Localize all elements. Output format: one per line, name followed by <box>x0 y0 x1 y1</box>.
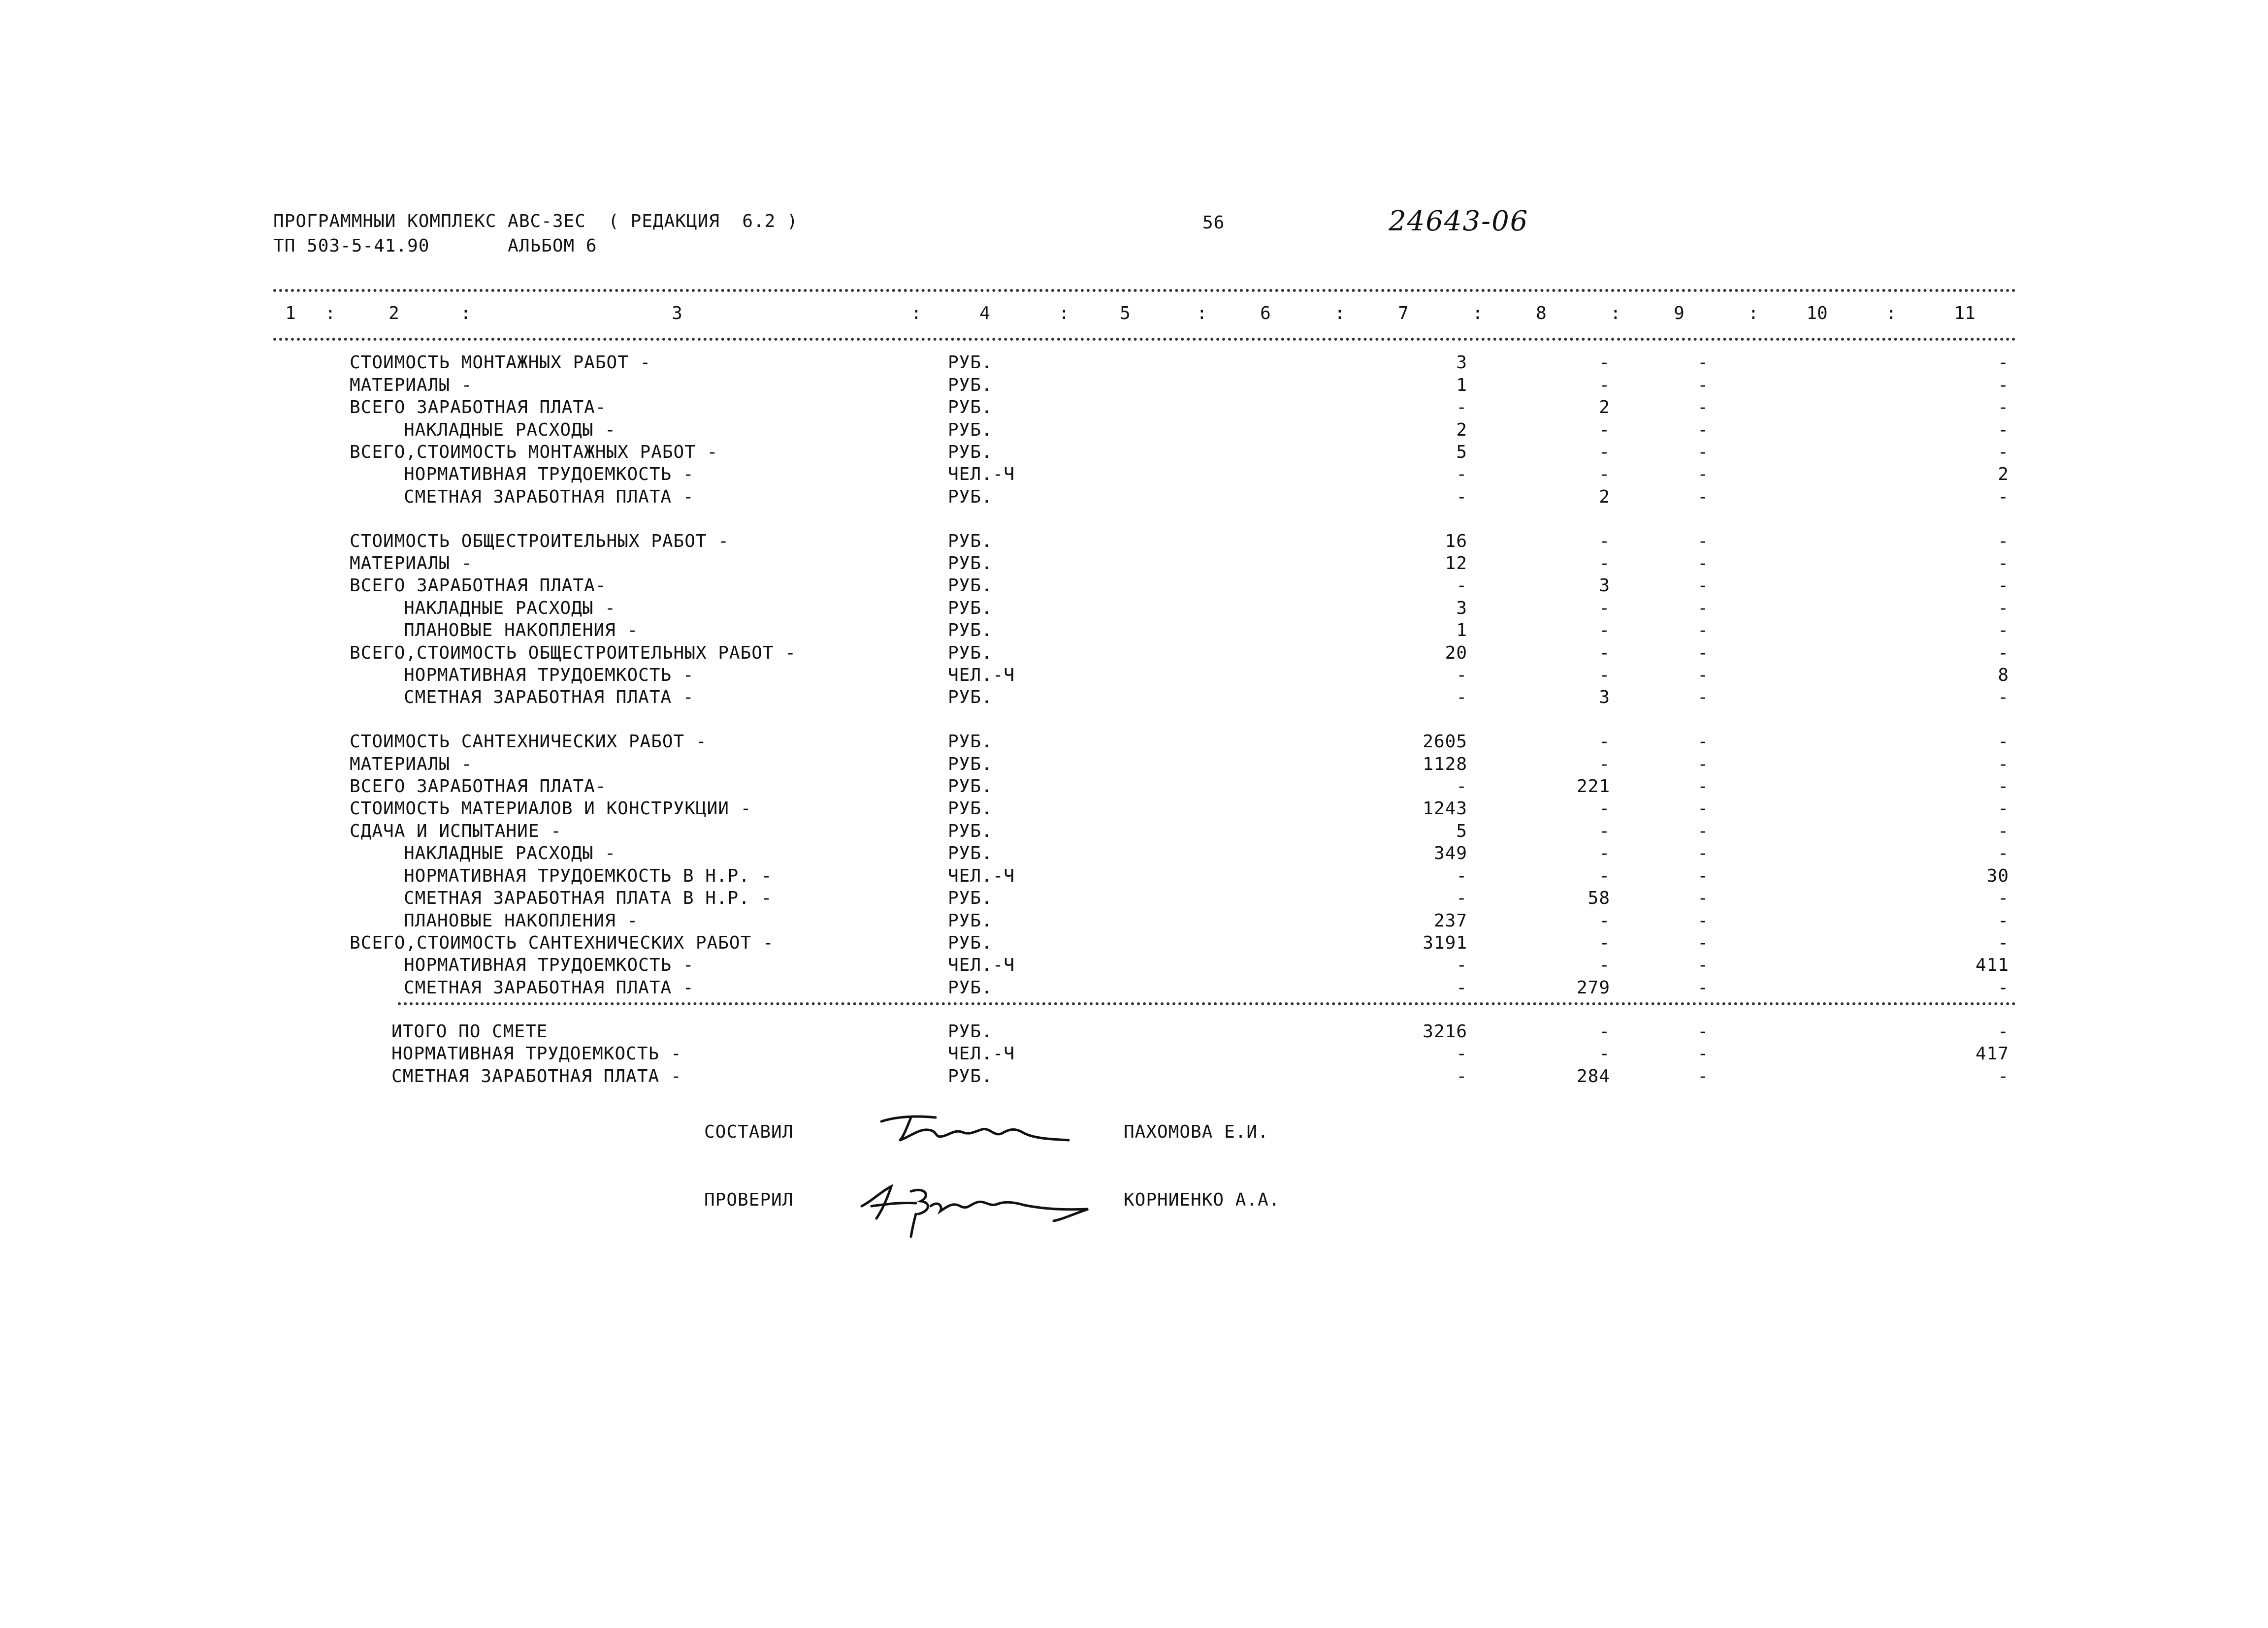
col11-value: - <box>1998 420 2009 440</box>
col7-value: 2 <box>1456 420 1467 440</box>
col9-value: - <box>1697 598 1709 618</box>
col11-value: - <box>1998 1021 2009 1042</box>
col8-value: 279 <box>1576 978 1610 998</box>
col8-value: - <box>1599 442 1610 462</box>
table-row <box>0 465 2268 484</box>
col8-value: - <box>1599 732 1610 752</box>
row-label: ВСЕГО,СТОИМОСТЬ САНТЕХНИЧЕСКИХ РАБОТ - <box>350 933 774 953</box>
col7-value: 1128 <box>1423 754 1467 774</box>
unit-cell: ЧЕЛ.-Ч <box>948 464 1015 484</box>
row-label: СМЕТНАЯ ЗАРАБОТНАЯ ПЛАТА - <box>404 487 694 507</box>
document-number: 24643-06 <box>1389 205 1529 237</box>
unit-cell: РУБ. <box>948 1021 993 1042</box>
row-label: НОРМАТИВНАЯ ТРУДОЕМКОСТЬ - <box>404 464 694 484</box>
table-row <box>0 376 2268 395</box>
column-separator: : <box>1472 303 1483 323</box>
table-row <box>0 866 2268 886</box>
col9-value: - <box>1697 866 1709 886</box>
col7-value: 237 <box>1433 911 1467 931</box>
row-label: СТОИМОСТЬ МОНТАЖНЫХ РАБОТ - <box>350 352 651 373</box>
row-label: НОРМАТИВНАЯ ТРУДОЕМКОСТЬ В Н.Р. - <box>404 866 773 886</box>
checked-by-name: КОРНИЕНКО А.А. <box>1124 1190 1280 1210</box>
table-row <box>0 755 2268 774</box>
col9-value: - <box>1697 575 1709 596</box>
col8-value: - <box>1599 843 1610 863</box>
column-header: 8 <box>1536 303 1547 323</box>
unit-cell: РУБ. <box>948 798 993 819</box>
col11-value: - <box>1998 352 2009 373</box>
col8-value: - <box>1599 352 1610 373</box>
col9-value: - <box>1697 643 1709 663</box>
column-header: 6 <box>1260 303 1271 323</box>
table-header-rule <box>273 338 2016 341</box>
row-label: ВСЕГО,СТОИМОСТЬ ОБЩЕСТРОИТЕЛЬНЫХ РАБОТ - <box>350 643 796 663</box>
col11-value: - <box>1998 598 2009 618</box>
page-number: 56 <box>1202 213 1225 233</box>
table-row <box>0 822 2268 841</box>
table-row <box>0 933 2268 953</box>
column-separator: : <box>1059 303 1069 323</box>
col11-value: - <box>1998 575 2009 596</box>
col8-value: 2 <box>1599 397 1610 417</box>
col9-value: - <box>1697 487 1709 507</box>
col7-value: - <box>1456 888 1467 908</box>
col7-value: - <box>1456 487 1467 507</box>
col8-value: - <box>1599 754 1610 774</box>
table-row <box>0 487 2268 507</box>
col9-value: - <box>1697 352 1709 373</box>
col11-value: - <box>1998 911 2009 931</box>
col7-value: 3216 <box>1423 1021 1467 1042</box>
col7-value: 3 <box>1456 598 1467 618</box>
unit-cell: РУБ. <box>948 821 993 841</box>
table-row <box>0 978 2268 998</box>
row-label: СМЕТНАЯ ЗАРАБОТНАЯ ПЛАТА В Н.Р. - <box>404 888 773 908</box>
column-separator: : <box>1197 303 1207 323</box>
table-row <box>0 688 2268 707</box>
row-label: ВСЕГО ЗАРАБОТНАЯ ПЛАТА- <box>350 397 607 417</box>
table-row <box>0 844 2268 863</box>
row-label: НОРМАТИВНАЯ ТРУДОЕМКОСТЬ - <box>404 955 694 975</box>
program-header: ПРОГРАММНЫИ КОМПЛЕКС АВС-3ЕС ( РЕДАКЦИЯ 6.2 ) <box>273 211 798 231</box>
table-row <box>0 799 2268 819</box>
row-label: НАКЛАДНЫЕ РАСХОДЫ - <box>404 420 616 440</box>
column-header: 9 <box>1674 303 1685 323</box>
row-label: СМЕТНАЯ ЗАРАБОТНАЯ ПЛАТА - <box>404 978 694 998</box>
unit-cell: ЧЕЛ.-Ч <box>948 665 1015 685</box>
col8-value: - <box>1599 665 1610 685</box>
table-row <box>0 911 2268 931</box>
row-label: НОРМАТИВНАЯ ТРУДОЕМКОСТЬ - <box>391 1044 682 1064</box>
col7-value: - <box>1456 665 1467 685</box>
row-label: НАКЛАДНЫЕ РАСХОДЫ - <box>404 598 616 618</box>
unit-cell: РУБ. <box>948 687 993 707</box>
compiled-by-name: ПАХОМОВА Е.И. <box>1124 1122 1269 1142</box>
table-row <box>0 1067 2268 1086</box>
unit-cell: РУБ. <box>948 911 993 931</box>
row-label: ИТОГО ПО СМЕТЕ <box>391 1021 548 1042</box>
col9-value: - <box>1697 911 1709 931</box>
column-separator: : <box>325 303 336 323</box>
unit-cell: РУБ. <box>948 732 993 752</box>
compiled-signature <box>876 1108 1073 1152</box>
col8-value: - <box>1599 798 1610 819</box>
table-row <box>0 621 2268 640</box>
totals-rule <box>398 1002 2016 1005</box>
col11-value: - <box>1998 978 2009 998</box>
unit-cell: ЧЕЛ.-Ч <box>948 955 1015 975</box>
row-label: ВСЕГО,СТОИМОСТЬ МОНТАЖНЫХ РАБОТ - <box>350 442 718 462</box>
row-label: ПЛАНОВЫЕ НАКОПЛЕНИЯ - <box>404 911 639 931</box>
col7-value: 349 <box>1433 843 1467 863</box>
col9-value: - <box>1697 442 1709 462</box>
col9-value: - <box>1697 464 1709 484</box>
col11-value: - <box>1998 643 2009 663</box>
unit-cell: РУБ. <box>948 888 993 908</box>
row-label: ВСЕГО ЗАРАБОТНАЯ ПЛАТА- <box>350 776 607 797</box>
col8-value: - <box>1599 531 1610 551</box>
col9-value: - <box>1697 531 1709 551</box>
table-row <box>0 420 2268 440</box>
col11-value: - <box>1998 843 2009 863</box>
col9-value: - <box>1697 620 1709 640</box>
col7-value: 3 <box>1456 352 1467 373</box>
col9-value: - <box>1697 553 1709 574</box>
col11-value: - <box>1998 487 2009 507</box>
col8-value: 3 <box>1599 687 1610 707</box>
unit-cell: РУБ. <box>948 843 993 863</box>
compiled-by-label: СОСТАВИЛ <box>704 1122 794 1142</box>
unit-cell: РУБ. <box>948 352 993 373</box>
col7-value: - <box>1456 866 1467 886</box>
table-row <box>0 443 2268 462</box>
row-label: СТОИМОСТЬ ОБЩЕСТРОИТЕЛЬНЫХ РАБОТ - <box>350 531 729 551</box>
column-header: 5 <box>1120 303 1131 323</box>
col7-value: - <box>1456 776 1467 797</box>
table-row <box>0 732 2268 752</box>
column-separator: : <box>1610 303 1621 323</box>
col7-value: 1 <box>1456 620 1467 640</box>
col9-value: - <box>1697 933 1709 953</box>
unit-cell: РУБ. <box>948 776 993 797</box>
col8-value: - <box>1599 866 1610 886</box>
row-label: МАТЕРИАЛЫ - <box>350 375 473 395</box>
row-label: СТОИМОСТЬ МАТЕРИАЛОВ И КОНСТРУКЦИИ - <box>350 798 752 819</box>
col7-value: - <box>1456 687 1467 707</box>
col11-value: 2 <box>1998 464 2009 484</box>
col7-value: - <box>1456 955 1467 975</box>
col9-value: - <box>1697 754 1709 774</box>
col11-value: - <box>1998 375 2009 395</box>
row-label: СТОИМОСТЬ САНТЕХНИЧЕСКИХ РАБОТ - <box>350 732 707 752</box>
column-separator: : <box>460 303 471 323</box>
unit-cell: ЧЕЛ.-Ч <box>948 1044 1015 1064</box>
col9-value: - <box>1697 978 1709 998</box>
col9-value: - <box>1697 798 1709 819</box>
col11-value: - <box>1998 933 2009 953</box>
table-row <box>0 889 2268 908</box>
table-row <box>0 777 2268 797</box>
col11-value: 8 <box>1998 665 2009 685</box>
col7-value: - <box>1456 1066 1467 1086</box>
col11-value: - <box>1998 442 2009 462</box>
checked-signature <box>857 1172 1098 1241</box>
row-label: НАКЛАДНЫЕ РАСХОДЫ - <box>404 843 616 863</box>
col8-value: - <box>1599 911 1610 931</box>
row-label: МАТЕРИАЛЫ - <box>350 754 473 774</box>
row-label: СМЕТНАЯ ЗАРАБОТНАЯ ПЛАТА - <box>404 687 694 707</box>
unit-cell: РУБ. <box>948 487 993 507</box>
row-label: СДАЧА И ИСПЫТАНИЕ - <box>350 821 562 841</box>
project-header: ТП 503-5-41.90 АЛЬБОМ 6 <box>273 236 597 256</box>
col8-value: - <box>1599 821 1610 841</box>
col9-value: - <box>1697 420 1709 440</box>
column-header: 7 <box>1398 303 1409 323</box>
unit-cell: РУБ. <box>948 620 993 640</box>
col7-value: 2605 <box>1423 732 1467 752</box>
table-row <box>0 398 2268 417</box>
column-header: 4 <box>979 303 990 323</box>
col8-value: 221 <box>1576 776 1610 797</box>
unit-cell: РУБ. <box>948 420 993 440</box>
col9-value: - <box>1697 375 1709 395</box>
table-row <box>0 576 2268 596</box>
table-row <box>0 643 2268 663</box>
unit-cell: РУБ. <box>948 754 993 774</box>
col11-value: 411 <box>1975 955 2009 975</box>
col7-value: - <box>1456 1044 1467 1064</box>
col8-value: - <box>1599 598 1610 618</box>
col8-value: - <box>1599 420 1610 440</box>
col8-value: 3 <box>1599 575 1610 596</box>
col9-value: - <box>1697 1044 1709 1064</box>
row-label: ПЛАНОВЫЕ НАКОПЛЕНИЯ - <box>404 620 639 640</box>
table-top-rule <box>273 289 2016 292</box>
unit-cell: РУБ. <box>948 643 993 663</box>
col8-value: - <box>1599 1021 1610 1042</box>
col8-value: - <box>1599 955 1610 975</box>
col8-value: 58 <box>1588 888 1610 908</box>
col8-value: - <box>1599 464 1610 484</box>
table-row <box>0 956 2268 975</box>
col9-value: - <box>1697 955 1709 975</box>
unit-cell: ЧЕЛ.-Ч <box>948 866 1015 886</box>
col9-value: - <box>1697 732 1709 752</box>
col7-value: - <box>1456 575 1467 596</box>
column-separator: : <box>911 303 922 323</box>
col7-value: - <box>1456 978 1467 998</box>
col8-value: - <box>1599 375 1610 395</box>
col11-value: - <box>1998 776 2009 797</box>
col9-value: - <box>1697 397 1709 417</box>
unit-cell: РУБ. <box>948 553 993 574</box>
column-header: 11 <box>1954 303 1976 323</box>
col11-value: 30 <box>1986 866 2009 886</box>
col9-value: - <box>1697 665 1709 685</box>
unit-cell: РУБ. <box>948 575 993 596</box>
col11-value: - <box>1998 732 2009 752</box>
table-row <box>0 1044 2268 1064</box>
col8-value: - <box>1599 1044 1610 1064</box>
unit-cell: РУБ. <box>948 442 993 462</box>
col11-value: - <box>1998 553 2009 574</box>
col9-value: - <box>1697 1066 1709 1086</box>
col8-value: - <box>1599 643 1610 663</box>
col7-value: - <box>1456 464 1467 484</box>
col7-value: - <box>1456 397 1467 417</box>
column-header: 2 <box>389 303 399 323</box>
unit-cell: РУБ. <box>948 375 993 395</box>
column-separator: : <box>1334 303 1345 323</box>
col8-value: - <box>1599 620 1610 640</box>
row-label: ВСЕГО ЗАРАБОТНАЯ ПЛАТА- <box>350 575 607 596</box>
col7-value: 20 <box>1445 643 1467 663</box>
col9-value: - <box>1697 821 1709 841</box>
col7-value: 1243 <box>1423 798 1467 819</box>
table-row <box>0 599 2268 618</box>
col11-value: - <box>1998 687 2009 707</box>
col11-value: - <box>1998 888 2009 908</box>
col8-value: 2 <box>1599 487 1610 507</box>
col11-value: - <box>1998 754 2009 774</box>
table-row <box>0 532 2268 551</box>
table-row <box>0 554 2268 574</box>
unit-cell: РУБ. <box>948 531 993 551</box>
col11-value: - <box>1998 821 2009 841</box>
col11-value: - <box>1998 531 2009 551</box>
unit-cell: РУБ. <box>948 933 993 953</box>
table-row <box>0 353 2268 373</box>
unit-cell: РУБ. <box>948 598 993 618</box>
table-row <box>0 1022 2268 1042</box>
col11-value: - <box>1998 620 2009 640</box>
column-separator: : <box>1886 303 1897 323</box>
column-header: 10 <box>1806 303 1828 323</box>
col9-value: - <box>1697 776 1709 797</box>
col11-value: - <box>1998 798 2009 819</box>
checked-by-label: ПРОВЕРИЛ <box>704 1190 794 1210</box>
col8-value: 284 <box>1576 1066 1610 1086</box>
col7-value: 16 <box>1445 531 1467 551</box>
col8-value: - <box>1599 933 1610 953</box>
col8-value: - <box>1599 553 1610 574</box>
row-label: НОРМАТИВНАЯ ТРУДОЕМКОСТЬ - <box>404 665 694 685</box>
unit-cell: РУБ. <box>948 1066 993 1086</box>
col11-value: - <box>1998 1066 2009 1086</box>
col9-value: - <box>1697 1021 1709 1042</box>
column-separator: : <box>1748 303 1759 323</box>
row-label: СМЕТНАЯ ЗАРАБОТНАЯ ПЛАТА - <box>391 1066 682 1086</box>
table-row <box>0 666 2268 685</box>
unit-cell: РУБ. <box>948 397 993 417</box>
row-label: МАТЕРИАЛЫ - <box>350 553 473 574</box>
col9-value: - <box>1697 888 1709 908</box>
column-header: 1 <box>285 303 296 323</box>
col7-value: 1 <box>1456 375 1467 395</box>
col7-value: 3191 <box>1423 933 1467 953</box>
unit-cell: РУБ. <box>948 978 993 998</box>
column-header: 3 <box>672 303 682 323</box>
col7-value: 5 <box>1456 821 1467 841</box>
col11-value: 417 <box>1975 1044 2009 1064</box>
col9-value: - <box>1697 843 1709 863</box>
col9-value: - <box>1697 687 1709 707</box>
col11-value: - <box>1998 397 2009 417</box>
col7-value: 5 <box>1456 442 1467 462</box>
col7-value: 12 <box>1445 553 1467 574</box>
